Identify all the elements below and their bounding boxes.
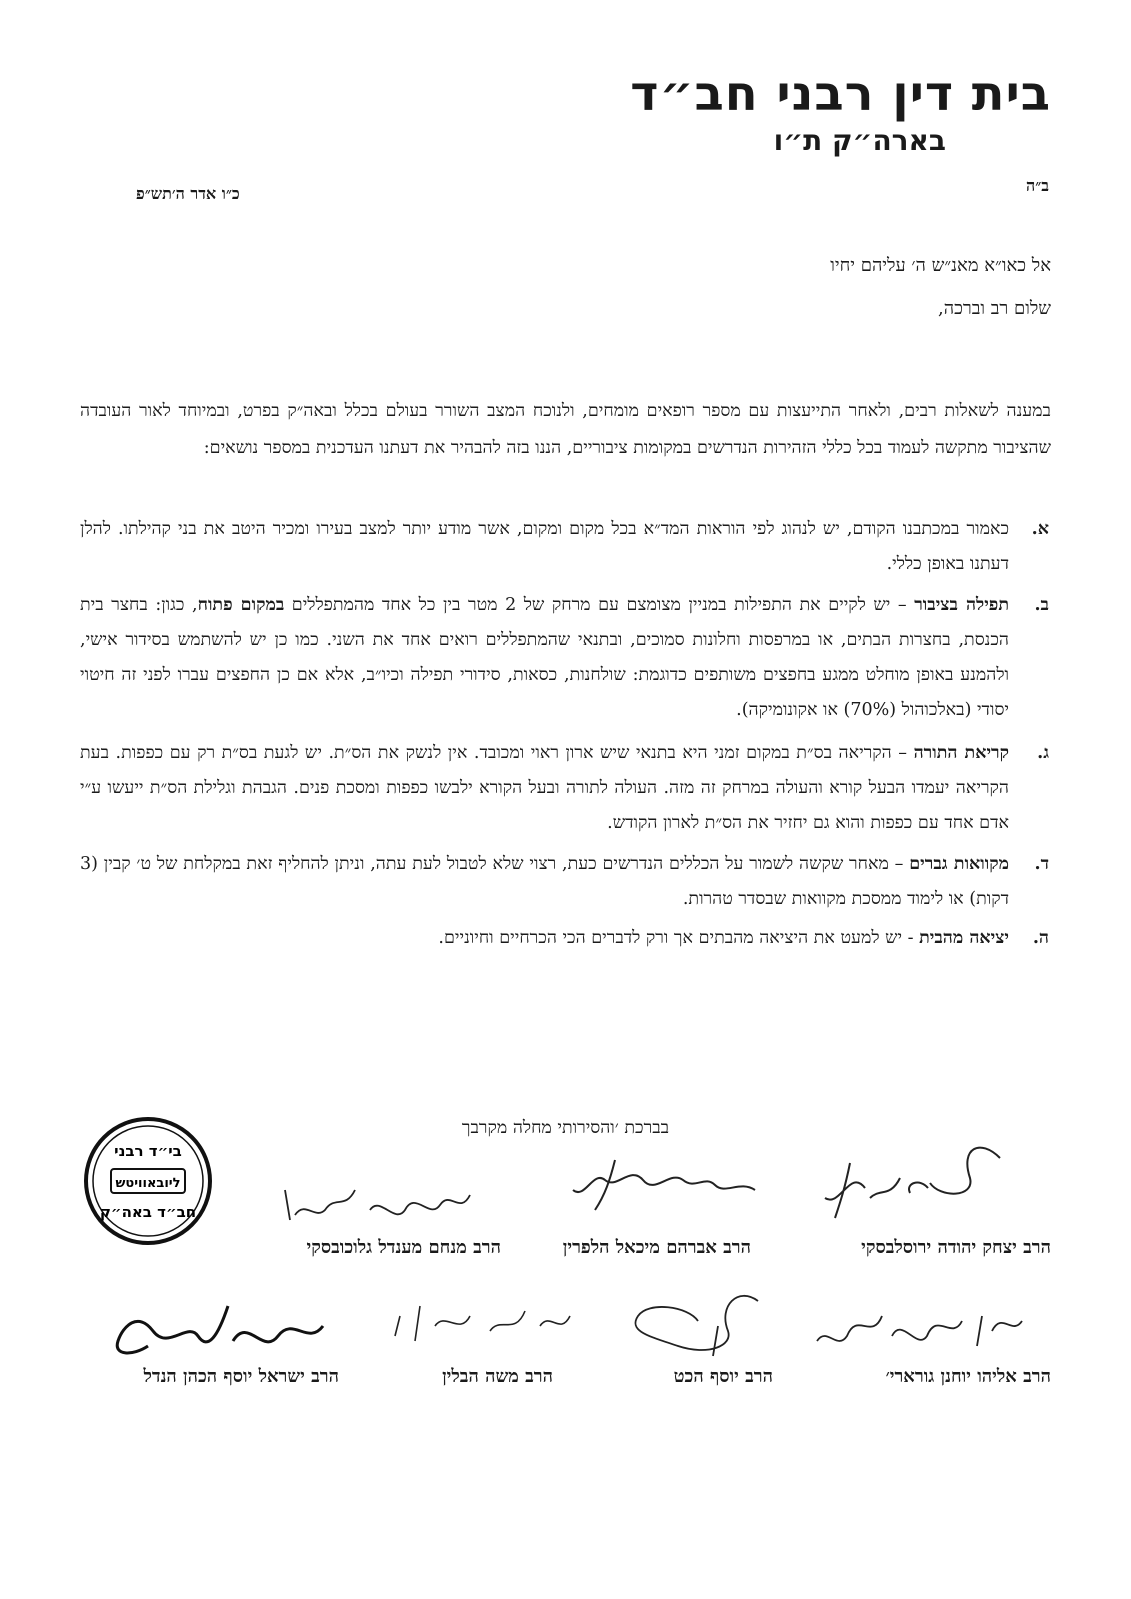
list-item-text xyxy=(80,847,1009,917)
list-item-letter: א. xyxy=(1031,519,1049,539)
item-heading: קריאת התורה xyxy=(913,743,1009,763)
letterhead-title: בית דין רבני חב״ד xyxy=(630,66,1051,122)
stamp-center-text: ליובאוויטש xyxy=(115,1176,181,1191)
item-text: – מאחר שקשה לשמור על הכללים הנדרשים כעת, רצוי שלא לטבול לעת עתה, וניתן להחליף זאת במקלחת של ט׳ קבין (3 דקות) או לימוד ממסכת מקוואות שבסדר טהרות. xyxy=(80,854,1009,909)
item-text-2: , כגון: בחצר בית הכנסת, בחצרות הבתים, או במרפסות וחלונות סמוכים, ובתנאי שהמתפללים רואים אחד את השני. כמו כן יש להשתמש בסידור אישי, ולהמנע באופן מוחלט ממגע בחפצים משותפים כדוגמת: שולחנות, כסאות, סידורי תפילה וכיו״ב, אלא אם כן החפצים עברו לפני זה חיטוי יסודי (באלכוהול (70%) או אקונומיקה). xyxy=(80,595,1009,720)
greeting: שלום רב וברכה, xyxy=(938,298,1051,319)
item-heading: תפילה בציבור xyxy=(914,595,1009,615)
signature-6 xyxy=(385,1296,575,1346)
item-heading: מקוואות גברים xyxy=(909,854,1009,874)
item-text: - יש למעט את היציאה מהבתים אך ורק לדברים הכי הכרחיים וחיוניים. xyxy=(438,928,920,948)
list-item-text xyxy=(80,512,1009,582)
signatory-name: הרב אברהם מיכאל הלפרין xyxy=(562,1237,751,1258)
item-text: – יש לקיים את התפילות במניין מצומצם עם מרחק של 2 מטר בין כל אחד מהמתפללים xyxy=(284,595,915,615)
list-item xyxy=(80,921,1051,956)
list-item-letter: ה. xyxy=(1032,928,1049,948)
item-text: – הקריאה בס״ת במקום זמני היא בתנאי שיש ארון ראוי ומכובד. אין לנשק את הס״ת. יש לגעת בס״ת רק עם כפפות. בעת הקריאה יעמדו הבעל קורא והעולה במרחק זה מזה. העולה לתורה ובעל הקורא ילבשו כפפות ומסכת פנים. הגבהת וגלילת הס״ת ייעשו ע״י אדם אחד עם כפפות והוא גם יחזיר את הס״ת לארון הקודש. xyxy=(80,743,1009,833)
stamp-top-text: בי״ד רבני xyxy=(114,1142,182,1160)
signatory-name: הרב מנחם מענדל גלוכובסקי xyxy=(306,1237,501,1258)
list-item-text xyxy=(80,588,1009,728)
signatory-name: הרב ישראל יוסף הכהן הנדל xyxy=(143,1366,339,1387)
signature-1 xyxy=(810,1138,1010,1228)
bh-mark: ב״ה xyxy=(1026,176,1049,195)
item-heading-2: במקום פתוח xyxy=(197,595,285,615)
signature-2 xyxy=(555,1150,765,1220)
signature-3 xyxy=(275,1180,475,1230)
signatory-name: הרב יוסף הכט xyxy=(673,1366,773,1387)
list-item-text xyxy=(80,921,1009,956)
item-heading: יציאה מהבית xyxy=(919,928,1009,948)
list-item xyxy=(80,512,1051,582)
letter-date: כ״ו אדר ה׳תש״פ xyxy=(136,184,240,203)
list-item-text xyxy=(80,736,1009,841)
addressee: אל כאו״א מאנ״ש ה׳ עליהם יחיו xyxy=(830,255,1051,276)
list-item-letter: ב. xyxy=(1034,595,1049,615)
signature-4 xyxy=(812,1296,1032,1356)
closing-blessing: בברכת ׳והסירותי מחלה מקרבך xyxy=(461,1118,670,1138)
list-item xyxy=(80,736,1051,841)
stamp-bottom-text: חב״ד באה״ק xyxy=(99,1203,197,1221)
signature-5 xyxy=(618,1286,768,1366)
signatory-name: הרב אליהו יוחנן גורארי׳ xyxy=(885,1366,1051,1387)
court-stamp xyxy=(83,1116,213,1246)
signature-7 xyxy=(108,1296,328,1356)
instructions-list xyxy=(80,512,1051,956)
signatory-name: הרב משה הבלין xyxy=(442,1366,553,1387)
letterhead-subtitle: בארה״ק ת״ו xyxy=(773,124,946,157)
list-item xyxy=(80,847,1051,917)
list-item xyxy=(80,588,1051,728)
list-item-letter: ג. xyxy=(1037,743,1049,763)
intro-paragraph: במענה לשאלות רבים, ולאחר התייעצות עם מספר רופאים מומחים, ולנוכח המצב השורר בעולם בכלל ובאה״ק בפרט, ובמיוחד לאור העובדה שהציבור מתקשה לעמוד בכל כללי הזהירות הנדרשים במקומות ציבוריים, הננו בזה להבהיר את דעתנו העדכנית במספר נושאים: xyxy=(80,401,1051,458)
list-item-letter: ד. xyxy=(1034,854,1049,874)
signatory-name: הרב יצחק יהודה ירוסלבסקי xyxy=(861,1237,1051,1258)
item-text: כאמור במכתבנו הקודם, יש לנהוג לפי הוראות המד״א בכל מקום ומקום, אשר מודע יותר למצב בעירו ומכיר היטב את בני קהילתו. להלן דעתנו באופן כללי. xyxy=(80,519,1009,574)
